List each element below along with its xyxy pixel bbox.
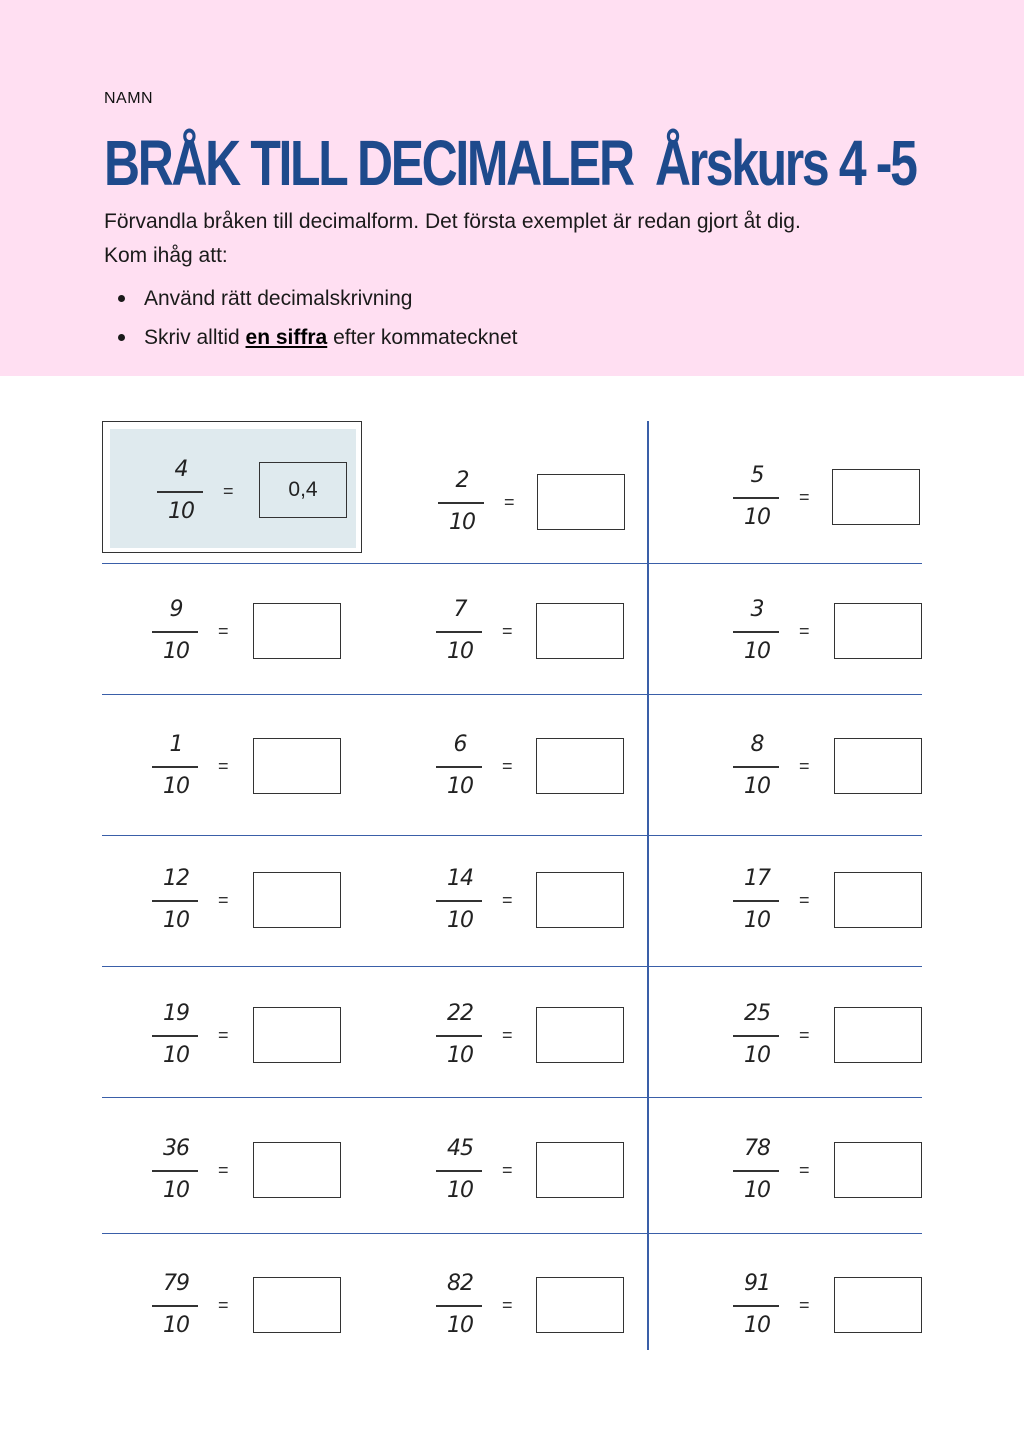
equals-sign: =	[799, 890, 810, 910]
fraction-denominator: 10	[447, 1043, 473, 1068]
fraction-denominator: 10	[744, 774, 770, 799]
equals-sign: =	[799, 1295, 810, 1315]
example-problem	[157, 457, 357, 537]
fraction-bar	[436, 766, 482, 768]
fraction-bar	[733, 766, 779, 768]
fraction-denominator: 10	[447, 1313, 473, 1338]
equals-sign: =	[502, 890, 513, 910]
equals-sign: =	[504, 492, 515, 512]
equals-sign: =	[218, 1295, 229, 1315]
fraction-problem	[436, 732, 636, 812]
equals-sign: =	[799, 1025, 810, 1045]
answer-box[interactable]	[253, 738, 341, 794]
fraction-denominator: 10	[449, 510, 475, 535]
fraction-bar	[152, 766, 198, 768]
fraction-denominator: 10	[163, 639, 189, 664]
equals-sign: =	[502, 756, 513, 776]
equals-sign: =	[218, 756, 229, 776]
fraction-denominator: 10	[163, 774, 189, 799]
fraction-numerator: 2	[455, 468, 469, 493]
fraction-problem	[436, 1136, 636, 1216]
answer-box[interactable]	[536, 1277, 624, 1333]
equals-sign: =	[223, 481, 234, 501]
fraction-numerator: 25	[744, 1001, 770, 1026]
equals-sign: =	[799, 756, 810, 776]
fraction-problem	[152, 1136, 352, 1216]
equals-sign: =	[218, 890, 229, 910]
row-divider	[102, 1233, 922, 1234]
fraction-bar	[436, 1305, 482, 1307]
fraction-denominator: 10	[163, 1178, 189, 1203]
fraction-bar	[438, 502, 484, 504]
fraction-problem	[436, 866, 636, 946]
equals-sign: =	[502, 1295, 513, 1315]
fraction-problem	[733, 732, 933, 812]
instruction-text: Förvandla bråken till decimalform. Det första exemplet är redan gjort åt dig.	[104, 210, 801, 233]
fraction-problem	[733, 1001, 933, 1081]
equals-sign: =	[218, 621, 229, 641]
fraction-numerator: 82	[447, 1271, 473, 1296]
reminder-heading: Kom ihåg att:	[104, 244, 228, 267]
fraction-problem	[438, 468, 638, 548]
fraction-bar	[733, 631, 779, 633]
fraction-denominator: 10	[447, 639, 473, 664]
answer-box[interactable]	[832, 469, 920, 525]
fraction-bar	[157, 491, 203, 493]
fraction-bar	[733, 900, 779, 902]
row-divider	[102, 966, 922, 967]
fraction-numerator: 14	[447, 866, 473, 891]
name-label: NAMN	[104, 90, 154, 107]
equals-sign: =	[218, 1025, 229, 1045]
answer-box[interactable]	[537, 474, 625, 530]
fraction-denominator: 10	[163, 1043, 189, 1068]
fraction-problem	[733, 866, 933, 946]
fraction-bar	[733, 1170, 779, 1172]
answer-box[interactable]	[253, 1007, 341, 1063]
fraction-denominator: 10	[447, 1178, 473, 1203]
fraction-denominator: 10	[744, 908, 770, 933]
row-divider	[102, 835, 922, 836]
fraction-bar	[436, 1035, 482, 1037]
fraction-numerator: 79	[163, 1271, 189, 1296]
equals-sign: =	[502, 621, 513, 641]
fraction-numerator: 36	[163, 1136, 189, 1161]
fraction-numerator: 22	[447, 1001, 473, 1026]
answer-box[interactable]	[253, 603, 341, 659]
answer-box[interactable]	[536, 872, 624, 928]
fraction-denominator: 10	[744, 1043, 770, 1068]
example-answer-box: 0,4	[259, 462, 347, 518]
fraction-denominator: 10	[163, 908, 189, 933]
fraction-denominator: 10	[447, 908, 473, 933]
fraction-problem	[733, 463, 933, 543]
fraction-bar	[733, 497, 779, 499]
fraction-problem	[152, 1271, 352, 1351]
answer-box[interactable]	[536, 1142, 624, 1198]
fraction-problem	[152, 1001, 352, 1081]
answer-box[interactable]	[536, 603, 624, 659]
bullet-text-after: efter kommatecknet	[327, 326, 518, 349]
fraction-denominator: 10	[744, 639, 770, 664]
header-band	[0, 0, 1024, 376]
equals-sign: =	[799, 487, 810, 507]
equals-sign: =	[502, 1160, 513, 1180]
fraction-numerator: 7	[453, 597, 467, 622]
worksheet-title: BRÅK TILL DECIMALER	[104, 127, 633, 199]
fraction-numerator: 91	[744, 1271, 770, 1296]
fraction-bar	[152, 900, 198, 902]
fraction-denominator: 10	[447, 774, 473, 799]
fraction-numerator: 9	[169, 597, 183, 622]
bullet-text	[144, 323, 517, 353]
fraction-bar	[152, 631, 198, 633]
fraction-numerator: 4	[174, 457, 188, 482]
fraction-problem	[733, 1271, 933, 1351]
fraction-bar	[152, 1170, 198, 1172]
fraction-numerator: 5	[750, 463, 764, 488]
fraction-problem	[436, 597, 636, 677]
fraction-numerator: 1	[169, 732, 183, 757]
fraction-numerator: 78	[744, 1136, 770, 1161]
answer-box[interactable]	[253, 1142, 341, 1198]
fraction-denominator: 10	[744, 1313, 770, 1338]
row-divider	[102, 563, 922, 564]
bullet-dot-icon	[118, 334, 125, 341]
answer-box[interactable]	[834, 738, 922, 794]
fraction-numerator: 8	[750, 732, 764, 757]
fraction-numerator: 12	[163, 866, 189, 891]
answer-box[interactable]	[834, 872, 922, 928]
fraction-numerator: 19	[163, 1001, 189, 1026]
grade-label: Årskurs 4 -5	[655, 127, 916, 199]
fraction-problem	[733, 1136, 933, 1216]
equals-sign: =	[502, 1025, 513, 1045]
fraction-denominator: 10	[744, 1178, 770, 1203]
fraction-bar	[733, 1305, 779, 1307]
fraction-problem	[436, 1271, 636, 1351]
fraction-bar	[436, 631, 482, 633]
fraction-problem	[733, 597, 933, 677]
row-divider	[102, 694, 922, 695]
fraction-problem	[152, 732, 352, 812]
fraction-problem	[152, 866, 352, 946]
fraction-bar	[436, 900, 482, 902]
answer-box[interactable]	[536, 1007, 624, 1063]
answer-box[interactable]	[834, 1277, 922, 1333]
equals-sign: =	[799, 621, 810, 641]
answer-box[interactable]	[253, 1277, 341, 1333]
answer-box[interactable]	[253, 872, 341, 928]
fraction-numerator: 17	[744, 866, 770, 891]
equals-sign: =	[799, 1160, 810, 1180]
bullet-dot-icon	[118, 295, 125, 302]
fraction-bar	[436, 1170, 482, 1172]
bullet-text: Använd rätt decimalskrivning	[144, 287, 413, 310]
fraction-bar	[733, 1035, 779, 1037]
fraction-denominator: 10	[168, 499, 194, 524]
answer-box[interactable]	[834, 1142, 922, 1198]
fraction-numerator: 3	[750, 597, 764, 622]
fraction-denominator: 10	[744, 505, 770, 530]
bullet-text-before: Skriv alltid	[144, 326, 246, 349]
fraction-denominator: 10	[163, 1313, 189, 1338]
fraction-problem	[152, 597, 352, 677]
fraction-numerator: 6	[453, 732, 467, 757]
bullet-text-emphasis: en siffra	[245, 326, 328, 349]
fraction-numerator: 45	[447, 1136, 473, 1161]
answer-box[interactable]	[834, 603, 922, 659]
answer-box[interactable]	[834, 1007, 922, 1063]
fraction-bar	[152, 1305, 198, 1307]
answer-box[interactable]	[536, 738, 624, 794]
fraction-bar	[152, 1035, 198, 1037]
column-divider	[647, 421, 649, 1350]
fraction-problem	[436, 1001, 636, 1081]
equals-sign: =	[218, 1160, 229, 1180]
row-divider	[102, 1097, 922, 1098]
